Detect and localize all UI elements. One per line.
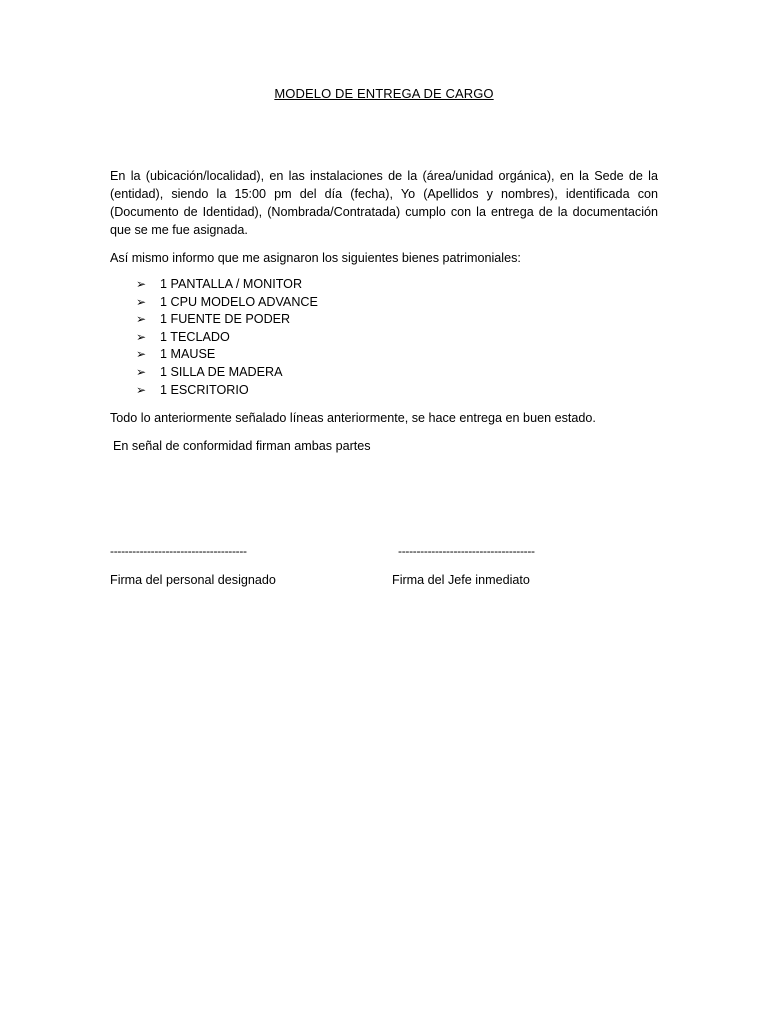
signature-line-left: ------------------------------------- [110, 544, 247, 558]
closing-paragraph: Todo lo anteriormente señalado líneas anteriormente, se hace entrega en buen estado. [110, 411, 596, 425]
assets-intro-paragraph: Así mismo informo que me asignaron los siguientes bienes patrimoniales: [110, 251, 521, 265]
signature-label-immediate-boss: Firma del Jefe inmediato [392, 573, 530, 587]
signature-line-right: ------------------------------------- [398, 544, 535, 558]
arrowhead-bullet-icon: ➢ [136, 364, 147, 379]
list-item [136, 276, 318, 294]
arrowhead-bullet-icon: ➢ [136, 294, 147, 309]
list-item-label: 1 MAUSE [160, 347, 216, 362]
arrowhead-bullet-icon: ➢ [136, 312, 147, 327]
list-item [136, 382, 318, 400]
conformity-paragraph: En señal de conformidad firman ambas partes [113, 439, 371, 453]
arrowhead-bullet-icon: ➢ [136, 277, 147, 291]
list-item-label: 1 PANTALLA / MONITOR [160, 277, 303, 291]
list-item [136, 329, 318, 347]
assets-list [136, 276, 318, 399]
list-item-label: 1 SILLA DE MADERA [160, 364, 283, 379]
list-item [136, 311, 318, 329]
arrowhead-bullet-icon: ➢ [136, 382, 147, 397]
intro-paragraph: En la (ubicación/localidad), en las instalaciones de la (área/unidad orgánica), en la Sede de la (entidad), siendo la 15:00 pm del día (fecha), Yo (Apellidos y nombres), identificada con (Documento de Identidad), (Nombrada/Contratada) cumplo con la entrega de la documentación que se me fue asignada. [110, 169, 658, 237]
document-title: MODELO DE ENTREGA DE CARGO [274, 86, 494, 101]
signature-label-designated-staff: Firma del personal designado [110, 573, 276, 587]
list-item [136, 364, 318, 382]
arrowhead-bullet-icon: ➢ [136, 347, 147, 362]
list-item-label: 1 FUENTE DE PODER [160, 312, 291, 327]
list-item-label: 1 TECLADO [160, 329, 230, 344]
list-item-label: 1 ESCRITORIO [160, 382, 249, 397]
list-item-label: 1 CPU MODELO ADVANCE [160, 294, 318, 309]
list-item [136, 346, 318, 364]
list-item [136, 294, 318, 312]
arrowhead-bullet-icon: ➢ [136, 329, 147, 344]
